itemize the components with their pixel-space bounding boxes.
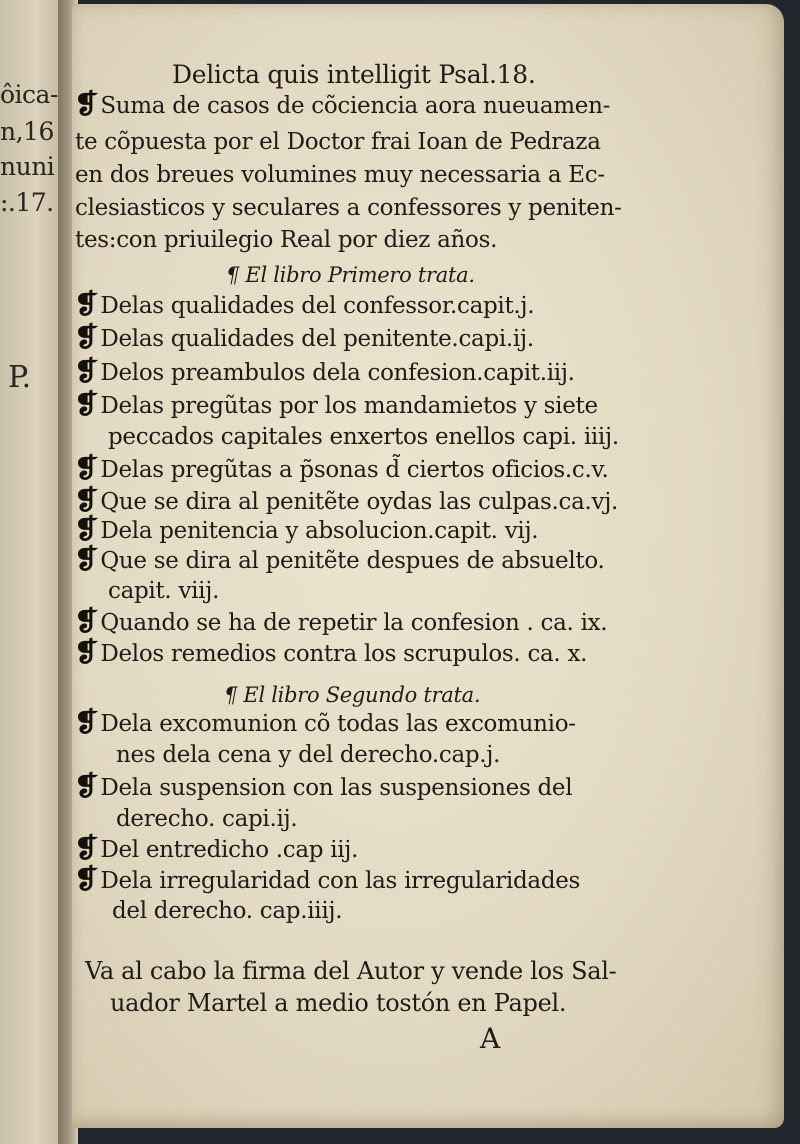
list-item-continuation: derecho. capi.ij. bbox=[116, 806, 298, 832]
list-item: ❡Quando se ha de repetir la confesion . ca. ix. bbox=[73, 606, 608, 637]
list-item: ❡Que se dira al penitẽte oydas las culpas.ca.vj. bbox=[73, 485, 619, 516]
list-item-continuation: capit. viij. bbox=[108, 578, 220, 604]
left-page-fragment: nuni bbox=[0, 152, 55, 181]
left-page-fragment: P. bbox=[8, 360, 31, 395]
list-item: ❡Delos remedios contra los scrupulos. ca. x. bbox=[73, 637, 588, 668]
paragraph-mark-icon: ❡ bbox=[73, 514, 99, 545]
list-item: ❡Delas pregũtas por los mandamietos y siete bbox=[73, 389, 598, 420]
list-item: ❡Delas qualidades del confessor.capit.j. bbox=[73, 289, 535, 320]
intro-line: clesiasticos y seculares a confessores y peniten- bbox=[75, 195, 622, 221]
paragraph-mark-icon: ❡ bbox=[73, 707, 99, 738]
paragraph-mark-icon: ❡ bbox=[73, 89, 99, 120]
colophon-line: uador Martel a medio tostón en Papel. bbox=[110, 989, 567, 1017]
left-page-fragment: n,16 bbox=[0, 117, 54, 146]
list-item: ❡Del entredicho .cap iij. bbox=[73, 833, 359, 864]
list-item: ❡Delas pregũtas a p̃sonas d̃ ciertos oficios.c.v. bbox=[73, 453, 609, 484]
signature-mark: A bbox=[480, 1022, 500, 1055]
list-item: ❡Dela penitencia y absolucion.capit. vij. bbox=[73, 514, 539, 545]
list-item-continuation: nes dela cena y del derecho.cap.j. bbox=[116, 742, 501, 768]
book1-heading: ¶ El libro Primero trata. bbox=[226, 263, 475, 287]
left-page-fragment: ôica- bbox=[0, 80, 58, 109]
intro-line: te cõpuesta por el Doctor frai Ioan de Pedraza bbox=[75, 129, 601, 155]
book2-heading: ¶ El libro Segundo trata. bbox=[224, 683, 481, 707]
colophon-line: Va al cabo la firma del Autor y vende los Sal- bbox=[85, 957, 617, 985]
paragraph-mark-icon: ❡ bbox=[73, 289, 99, 320]
list-item-continuation: peccados capitales enxertos enellos capi. iiij. bbox=[108, 424, 619, 450]
left-page-fragment: :.17. bbox=[0, 188, 54, 217]
paragraph-mark-icon: ❡ bbox=[73, 833, 99, 864]
paragraph-mark-icon: ❡ bbox=[73, 637, 99, 668]
paragraph-mark-icon: ❡ bbox=[73, 485, 99, 516]
paragraph-mark-icon: ❡ bbox=[73, 356, 99, 387]
page-title: Delicta quis intelligit Psal.18. bbox=[172, 60, 536, 89]
list-item: ❡Que se dira al penitẽte despues de absuelto. bbox=[73, 544, 605, 575]
list-item: ❡Delas qualidades del penitente.capi.ij. bbox=[73, 322, 534, 353]
paragraph-mark-icon: ❡ bbox=[73, 606, 99, 637]
paragraph-mark-icon: ❡ bbox=[73, 453, 99, 484]
paragraph-mark-icon: ❡ bbox=[73, 864, 99, 895]
list-item: ❡Dela suspension con las suspensiones del bbox=[73, 771, 573, 802]
list-item-continuation: del derecho. cap.iiij. bbox=[112, 898, 343, 924]
paragraph-mark-icon: ❡ bbox=[73, 771, 99, 802]
list-item: ❡Dela irregularidad con las irregularidades bbox=[73, 864, 581, 895]
paragraph-mark-icon: ❡ bbox=[73, 389, 99, 420]
list-item: ❡Dela excomunion cõ todas las excomunio- bbox=[73, 707, 576, 738]
paragraph-mark-icon: ❡ bbox=[73, 322, 99, 353]
intro-line: tes:con priuilegio Real por diez años. bbox=[75, 227, 498, 253]
list-item: ❡Delos preambulos dela confesion.capit.iij. bbox=[73, 356, 575, 387]
intro-line: ❡Suma de casos de cõciencia aora nueuamen- bbox=[73, 89, 611, 120]
paragraph-mark-icon: ❡ bbox=[73, 544, 99, 575]
intro-line: en dos breues volumines muy necessaria a Ec- bbox=[75, 162, 605, 188]
